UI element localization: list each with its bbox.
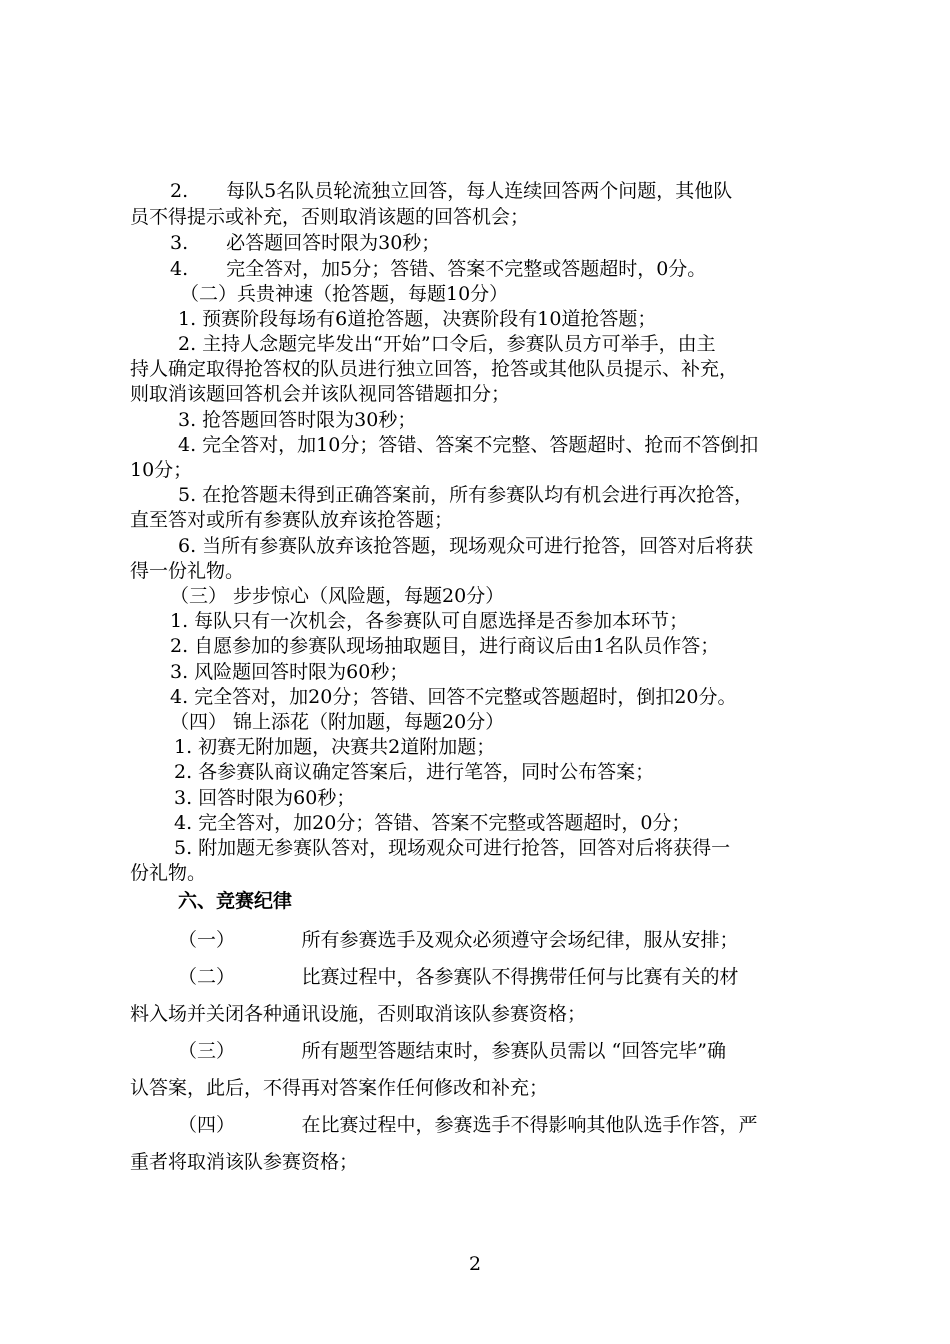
text-line: 1. 预赛阶段每场有6道抢答题，决赛阶段有10道抢答题；: [178, 308, 657, 330]
text-line: （二） 比赛过程中，各参赛队不得携带任何与比赛有关的材: [178, 966, 739, 988]
text-line: 直至答对或所有参赛队放弃该抢答题；: [130, 509, 454, 531]
text-line: 员不得提示或补充，否则取消该题的回答机会；: [130, 206, 530, 228]
section-heading: （四） 锦上添花（附加题，每题20分）: [170, 711, 505, 733]
text-line: 得一份礼物。: [130, 560, 245, 582]
text-line: 份礼物。: [130, 862, 207, 884]
text-line: 重者将取消该队参赛资格；: [130, 1151, 359, 1173]
text-line: 3. 抢答题回答时限为30秒；: [178, 409, 417, 431]
text-line: 3. 风险题回答时限为60秒；: [170, 661, 409, 683]
page-number: 2: [468, 1253, 482, 1275]
text-line: 2. 主持人念题完毕发出“开始”口令后，参赛队员方可举手，由主: [178, 333, 716, 355]
text-line: 3. 回答时限为60秒；: [174, 787, 356, 809]
text-line: 1. 初赛无附加题，决赛共2道附加题；: [174, 736, 496, 758]
text-line: 5. 附加题无参赛队答对，现场观众可进行抢答，回答对后将获得一: [174, 837, 731, 859]
text-line: （四） 在比赛过程中，参赛选手不得影响其他队选手作答，严: [178, 1114, 758, 1136]
text-line: （三） 所有题型答题结束时，参赛队员需以 “回答完毕”确: [178, 1040, 726, 1062]
section-heading: （三） 步步惊心（风险题，每题20分）: [170, 585, 505, 607]
text-line: 则取消该题回答机会并该队视同答错题扣分；: [130, 383, 511, 405]
text-line: 认答案，此后，不得再对答案作任何修改和补充；: [130, 1077, 549, 1099]
text-line: 4. 完全答对，加10分；答错、答案不完整、答题超时、抢而不答倒扣: [178, 434, 759, 456]
text-line: 10分；: [130, 459, 193, 481]
text-line: 2. 每队5名队员轮流独立回答，每人连续回答两个问题，其他队: [170, 180, 733, 202]
text-line: （一） 所有参赛选手及观众必须遵守会场纪律，服从安排；: [178, 929, 739, 951]
text-line: 料入场并关闭各种通讯设施，否则取消该队参赛资格；: [130, 1003, 587, 1025]
text-line: 4. 完全答对，加20分；答错、答案不完整或答题超时，0分；: [174, 812, 691, 834]
text-line: 3. 必答题回答时限为30秒；: [170, 232, 441, 254]
text-line: 2. 自愿参加的参赛队现场抽取题目，进行商议后由1名队员作答；: [170, 635, 720, 657]
text-line: 2. 各参赛队商议确定答案后，进行笔答，同时公布答案；: [174, 761, 655, 783]
text-line: 6. 当所有参赛队放弃该抢答题，现场观众可进行抢答，回答对后将获: [178, 535, 754, 557]
text-line: 5. 在抢答题未得到正确答案前，所有参赛队均有机会进行再次抢答，: [178, 484, 754, 506]
text-line: 4. 完全答对，加5分；答错、答案不完整或答题超时，0分。: [170, 258, 707, 280]
text-line: 持人确定取得抢答权的队员进行独立回答，抢答或其他队员提示、补充，: [130, 358, 739, 380]
text-line: 1. 每队只有一次机会，各参赛队可自愿选择是否参加本环节；: [170, 610, 689, 632]
text-line: 4. 完全答对，加20分；答错、回答不完整或答题超时，倒扣20分。: [170, 686, 737, 708]
section-heading: （二）兵贵神速（抢答题，每题10分）: [180, 283, 509, 305]
chapter-heading: 六、竞赛纪律: [178, 890, 293, 912]
